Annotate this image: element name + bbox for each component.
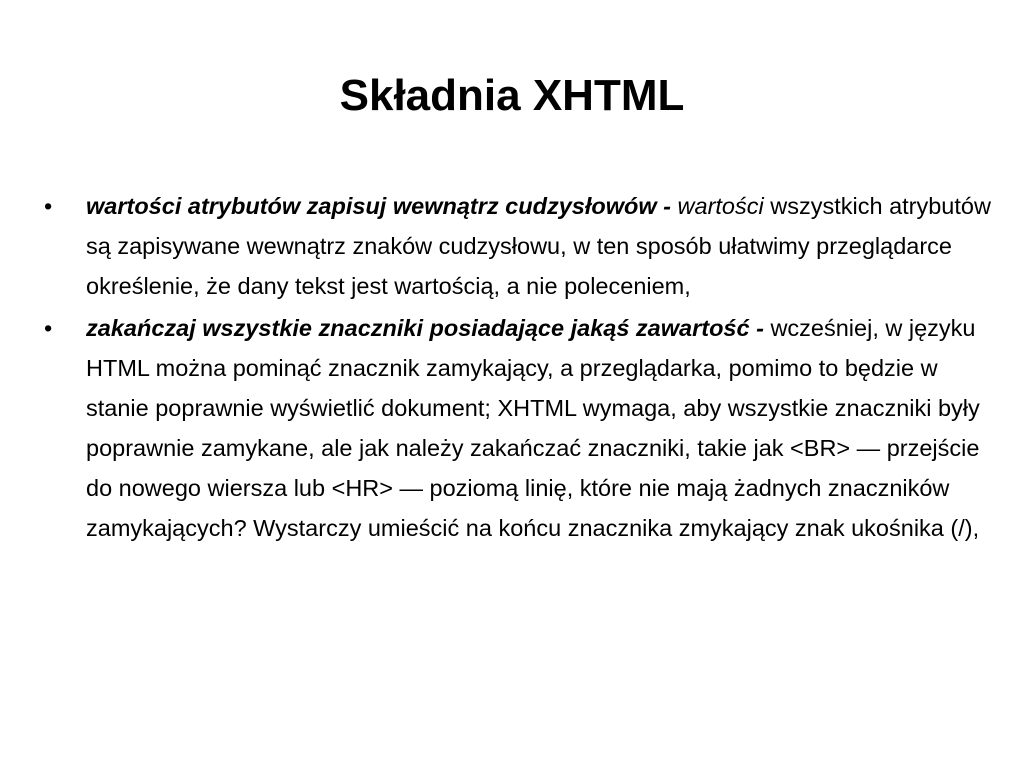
- bullet-lead-text: wartości atrybutów zapisuj wewnątrz cudzysłowów -: [86, 193, 678, 219]
- bullet-emphasis-text: wartości: [677, 193, 764, 219]
- bullet-item-attribute-quotes: [44, 186, 994, 306]
- bullet-lead-text: zakańczaj wszystkie znaczniki posiadające jakąś zawartość -: [86, 315, 764, 341]
- slide-title: Składnia XHTML: [339, 71, 685, 120]
- bullet-icon: •: [44, 315, 53, 341]
- bullet-icon: •: [44, 193, 53, 219]
- bullet-item-closing-tags: [44, 308, 994, 548]
- bullet-body-text: wszystkich atrybutów są zapisywane wewnątrz znaków cudzysłowu, w ten sposób ułatwimy przeglądarce określenie, że dany tekst jest wartością, a nie poleceniem,: [86, 193, 991, 299]
- bullet-list: [44, 186, 994, 548]
- bullet-body-text: wcześniej, w języku HTML można pominąć znacznik zamykający, a przeglądarka, pomimo to będzie w stanie poprawnie wyświetlić dokument; XHTML wymaga, aby wszystkie znaczniki były poprawnie zamykane, ale jak należy zakańczać znaczniki, takie jak <BR> — przejście do nowego wiersza lub <HR> — poziomą linię, które nie mają żadnych znaczników zamykających? Wystarczy umieścić na końcu znacznika zmykający znak ukośnika (/),: [86, 315, 980, 541]
